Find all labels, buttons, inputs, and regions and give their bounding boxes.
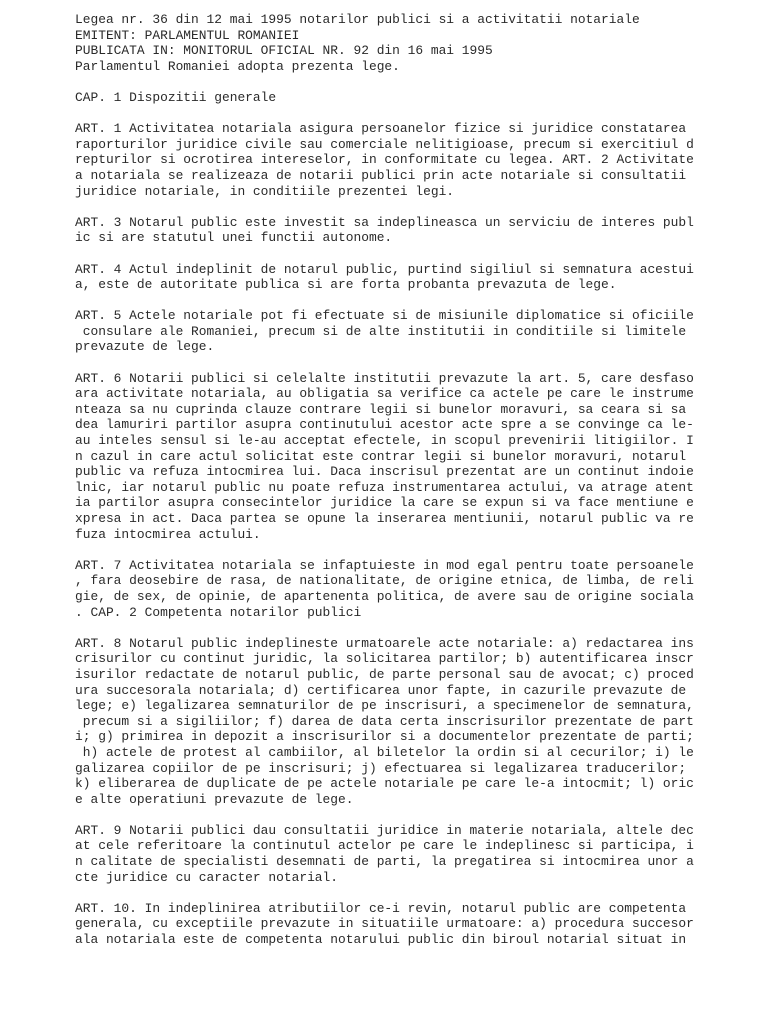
paragraph-gap: [75, 199, 695, 215]
paragraph-gap: [75, 74, 695, 90]
article-5-paragraph: [75, 308, 695, 355]
text-line: lnic, iar notarul public nu poate refuza instrumentarea actului, va atrage atent: [75, 479, 694, 495]
document-header: [75, 12, 695, 74]
text-line: precum si a sigiliilor; f) darea de data certa inscrisurilor prezentate de part: [75, 713, 694, 729]
text-line: galizarea copiilor de pe inscrisuri; j) efectuarea si legalizarea traducerilor;: [75, 760, 687, 776]
text-line: generala, cu exceptiile prevazute in situatiile urmatoare: a) procedura succesor: [75, 916, 694, 932]
text-line: raporturilor juridice civile sau comerciale nelitigioase, precum si exercitiul d: [75, 136, 694, 152]
article-8-paragraph: [75, 636, 695, 808]
article-9-paragraph: [75, 823, 695, 885]
document-page: [75, 12, 695, 948]
text-line: nteaza sa nu cuprinda clauze contrare legii si bunelor moravuri, sa ceara si sa: [75, 401, 687, 417]
text-line: a notariala se realizeaza de notarii publici prin acte notariale si consultatii: [75, 167, 687, 183]
article-7-paragraph: [75, 558, 695, 620]
text-line: e alte operatiuni prevazute de lege.: [75, 791, 354, 807]
text-line: fuza intocmirea actului.: [75, 526, 261, 542]
text-line: ART. 7 Activitatea notariala se infaptuieste in mod egal pentru toate persoanele: [75, 557, 694, 573]
text-line: i; g) primirea in depozit a inscrisurilor si a documentelor prezentate de parti;: [75, 729, 694, 745]
text-line: repturilor si ocrotirea intereselor, in conformitate cu legea. ART. 2 Activitate: [75, 152, 694, 168]
paragraph-gap: [75, 807, 695, 823]
paragraph-gap: [75, 542, 695, 558]
text-line: isurilor redactate de notarul public, de parte personal sau de avocat; c) proced: [75, 666, 694, 682]
text-line: ic si are statutul unei functii autonome.: [75, 230, 393, 246]
publication-line: PUBLICATA IN: MONITORUL OFICIAL NR. 92 din 16 mai 1995: [75, 43, 493, 59]
paragraph-gap: [75, 355, 695, 371]
article-3-paragraph: [75, 215, 695, 246]
text-line: ART. 1 Activitatea notariala asigura persoanelor fizice si juridice constatarea: [75, 121, 687, 137]
law-title: Legea nr. 36 din 12 mai 1995 notarilor publici si a activitatii notariale: [75, 12, 640, 27]
text-line: ala notariala este de competenta notarului public din biroul notarial situat in: [75, 932, 687, 948]
text-line: a, este de autoritate publica si are forta probanta prevazuta de lege.: [75, 277, 617, 293]
chapter-1-heading: [75, 90, 695, 106]
text-line: au inteles sensul si le-au acceptat efectele, in scopul prevenirii litigiilor. I: [75, 433, 694, 449]
text-line: juridice notariale, in conditiile prezentei legi.: [75, 183, 455, 199]
text-line: dea lamuriri partilor asupra continutului acestor acte spre a se convinge ca le-: [75, 417, 694, 433]
paragraph-gap: [75, 885, 695, 901]
text-line: h) actele de protest al cambiilor, al biletelor la ordin si al cecurilor; i) le: [75, 744, 694, 760]
text-line: ara activitate notariala, au obligatia sa verifice ca actele pe care le instrume: [75, 386, 694, 402]
text-line: ART. 5 Actele notariale pot fi efectuate si de misiunile diplomatice si oficiile: [75, 308, 694, 324]
chapter-1-title: CAP. 1 Dispozitii generale: [75, 89, 277, 105]
text-line: crisurilor cu continut juridic, la solicitarea partilor; b) autentificarea inscr: [75, 651, 694, 667]
article-1-paragraph: [75, 121, 695, 199]
text-line: ART. 3 Notarul public este investit sa indeplineasca un serviciu de interes publ: [75, 214, 694, 230]
adoption-line: Parlamentul Romaniei adopta prezenta lege.: [75, 58, 400, 74]
text-line: ura succesorala notariala; d) certificarea unor fapte, in cazurile prevazute de: [75, 682, 687, 698]
text-line: . CAP. 2 Competenta notarilor publici: [75, 604, 362, 620]
article-10-paragraph: [75, 901, 695, 948]
paragraph-gap: [75, 246, 695, 262]
text-line: ART. 10. In indeplinirea atributiilor ce-i revin, notarul public are competenta: [75, 900, 687, 916]
text-line: k) eliberarea de duplicate de pe actele notariale pe care le-a intocmit; l) oric: [75, 776, 694, 792]
text-line: prevazute de lege.: [75, 339, 215, 355]
paragraph-gap: [75, 293, 695, 309]
text-line: xpresa in act. Daca partea se opune la inserarea mentiunii, notarul public va re: [75, 511, 694, 526]
paragraph-gap: [75, 620, 695, 636]
paragraph-gap: [75, 106, 695, 122]
text-line: at cele referitoare la continutul actelor pe care le indeplinesc si participa, i: [75, 838, 694, 854]
text-line: ART. 9 Notarii publici dau consultatii juridice in materie notariala, altele dec: [75, 822, 694, 838]
text-line: consulare ale Romaniei, precum si de alte institutii in conditiile si limitele: [75, 323, 687, 339]
text-line: ART. 8 Notarul public indeplineste urmatoarele acte notariale: a) redactarea ins: [75, 635, 694, 651]
text-line: ia partilor asupra consecintelor juridice la care se expun si va face mentiune e: [75, 495, 694, 511]
text-line: public va refuza intocmirea lui. Daca inscrisul prezentat are un continut indoie: [75, 464, 694, 480]
text-line: cte juridice cu caracter notarial.: [75, 869, 339, 885]
issuer-line: EMITENT: PARLAMENTUL ROMANIEI: [75, 27, 300, 43]
text-line: lege; e) legalizarea semnaturilor de pe inscrisuri, a specimenelor de semnatura,: [75, 698, 694, 714]
text-line: n calitate de specialisti desemnati de parti, la pregatirea si intocmirea unor a: [75, 854, 694, 870]
text-line: ART. 6 Notarii publici si celelalte institutii prevazute la art. 5, care desfaso: [75, 370, 694, 386]
text-line: ART. 4 Actul indeplinit de notarul public, purtind sigiliul si semnatura acestui: [75, 261, 694, 277]
text-line: gie, de sex, de opinie, de apartenenta politica, de avere sau de origine sociala: [75, 588, 694, 604]
article-4-paragraph: [75, 262, 695, 293]
text-line: n cazul in care actul solicitat este contrar legii si bunelor moravuri, notarul: [75, 448, 687, 464]
text-line: , fara deosebire de rasa, de nationalitate, de origine etnica, de limba, de reli: [75, 573, 694, 589]
article-6-paragraph: [75, 371, 695, 543]
